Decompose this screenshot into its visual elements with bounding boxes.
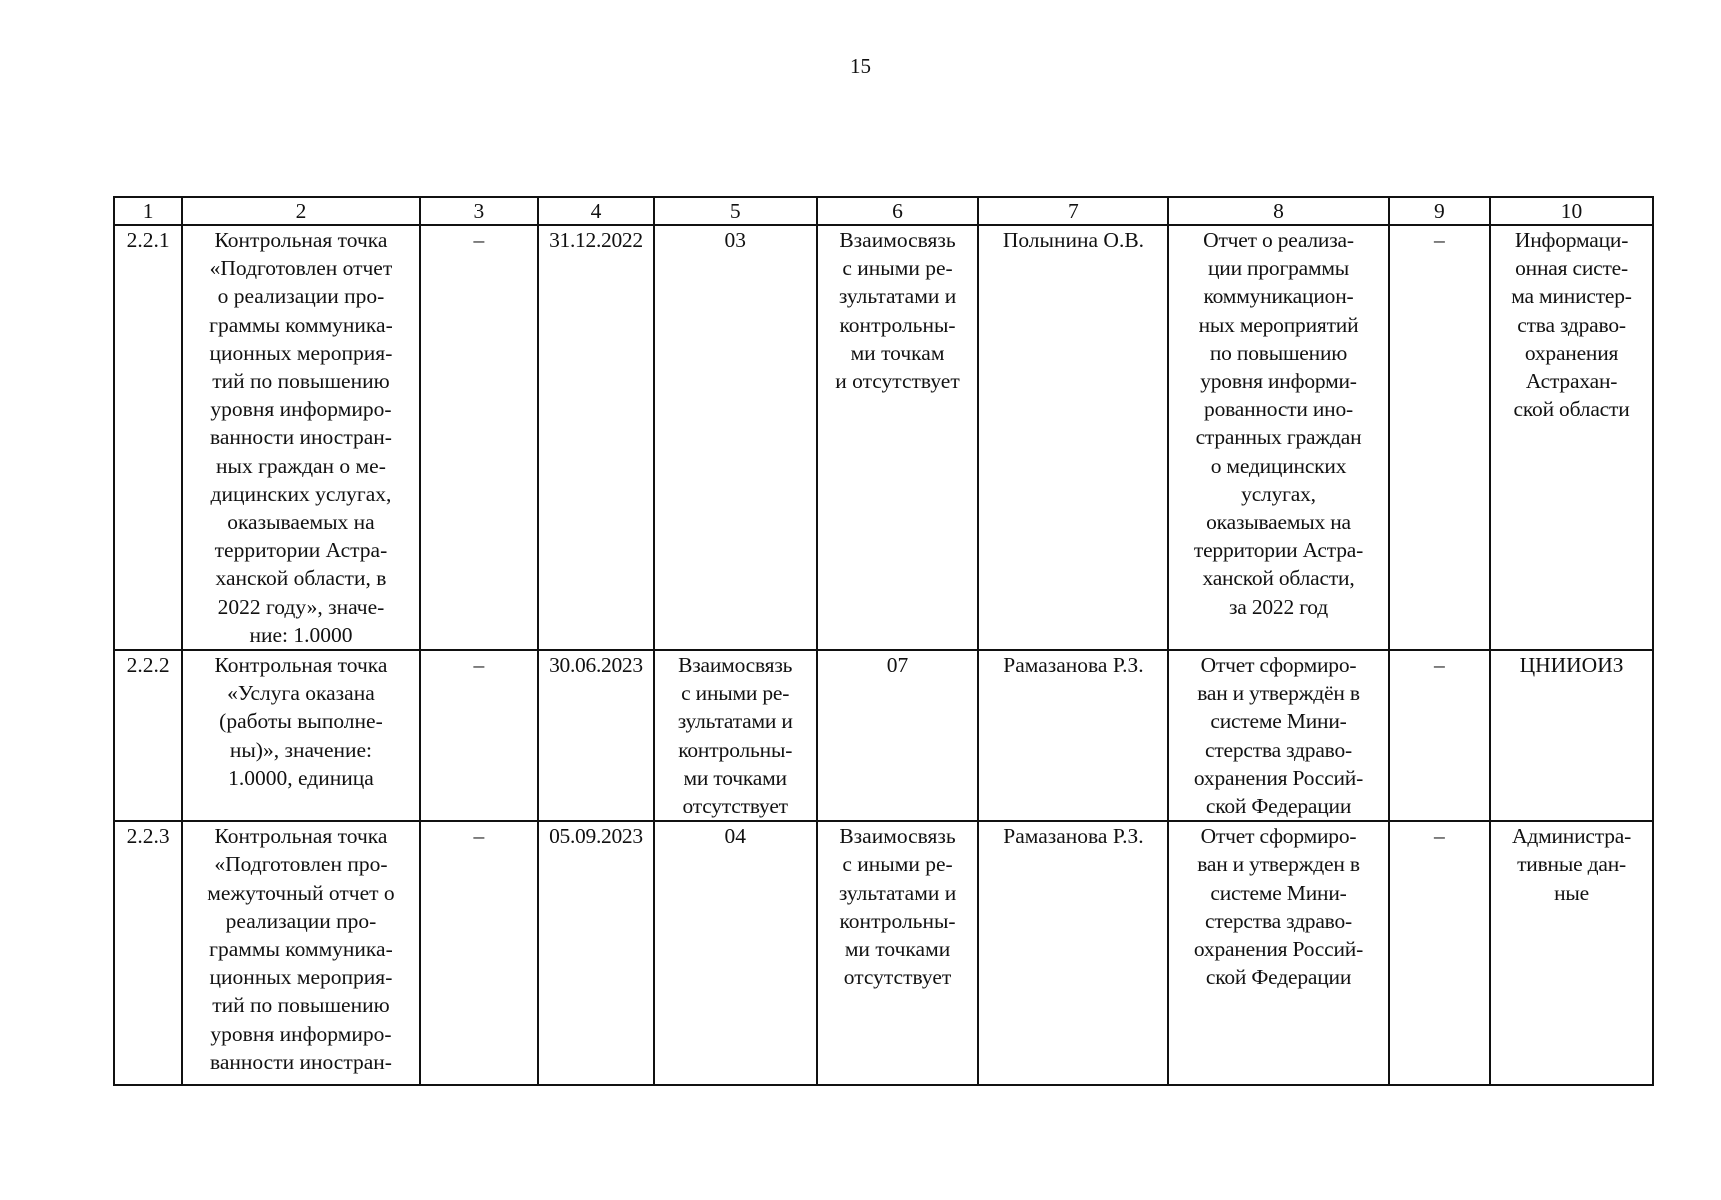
cell-col5: 04 bbox=[654, 821, 817, 1085]
header-row bbox=[114, 197, 1653, 225]
cell-col6: Взаимосвязь с иными ре- зультатами и контрольны- ми точками отсутствует bbox=[817, 821, 979, 1085]
table-row bbox=[114, 821, 1653, 1085]
cell-col9: – bbox=[1389, 650, 1491, 821]
column-header: 2 bbox=[182, 197, 419, 225]
column-header: 4 bbox=[538, 197, 654, 225]
cell-source: ЦНИИОИЗ bbox=[1490, 650, 1653, 821]
column-header: 9 bbox=[1389, 197, 1491, 225]
cell-date: 30.06.2023 bbox=[538, 650, 654, 821]
cell-number: 2.2.2 bbox=[114, 650, 182, 821]
cell-col6: 07 bbox=[817, 650, 979, 821]
cell-number: 2.2.3 bbox=[114, 821, 182, 1085]
cell-description: Контрольная точка «Подготовлен про- межуточный отчет о реализации про- граммы коммуника- ционных мероприя- тий по повышению уровня информиро- ванности иностран- bbox=[182, 821, 419, 1085]
cell-col3: – bbox=[420, 650, 539, 821]
cell-number: 2.2.1 bbox=[114, 225, 182, 650]
cell-source: Администра- тивные дан- ные bbox=[1490, 821, 1653, 1085]
cell-col5: 03 bbox=[654, 225, 817, 650]
cell-date: 31.12.2022 bbox=[538, 225, 654, 650]
cell-col5: Взаимосвязь с иными ре- зультатами и контрольны- ми точками отсутствует bbox=[654, 650, 817, 821]
column-header: 5 bbox=[654, 197, 817, 225]
table-row bbox=[114, 650, 1653, 821]
column-header: 7 bbox=[978, 197, 1168, 225]
column-header: 6 bbox=[817, 197, 979, 225]
cell-document: Отчет сформиро- ван и утвержден в системе Мини- стерства здраво- охранения Россий- ской Федерации bbox=[1168, 821, 1388, 1085]
cell-col9: – bbox=[1389, 821, 1491, 1085]
control-points-table bbox=[113, 196, 1654, 1086]
cell-responsible: Рамазанова Р.З. bbox=[978, 821, 1168, 1085]
page-number: 15 bbox=[850, 54, 871, 78]
cell-col9: – bbox=[1389, 225, 1491, 650]
cell-col6: Взаимосвязь с иными ре- зультатами и контрольны- ми точкам и отсутствует bbox=[817, 225, 979, 650]
cell-col3: – bbox=[420, 225, 539, 650]
column-header: 3 bbox=[420, 197, 539, 225]
cell-document: Отчет о реализа- ции программы коммуникацион- ных мероприятий по повышению уровня информи- рованности ино- странных граждан о медицинских услугах, оказываемых на территории Астра- ханской области, за 2022 год bbox=[1168, 225, 1388, 650]
cell-document: Отчет сформиро- ван и утверждён в системе Мини- стерства здраво- охранения Россий- ской Федерации bbox=[1168, 650, 1388, 821]
cell-description: Контрольная точка «Подготовлен отчет о реализации про- граммы коммуника- ционных мероприя- тий по повышению уровня информиро- ванности иностран- ных граждан о ме- дицинских услугах, оказываемых на территории Астра- ханской области, в 2022 году», значе- ние: 1.0000 bbox=[182, 225, 419, 650]
column-header: 8 bbox=[1168, 197, 1388, 225]
cell-responsible: Рамазанова Р.З. bbox=[978, 650, 1168, 821]
cell-date: 05.09.2023 bbox=[538, 821, 654, 1085]
cell-source: Информаци- онная систе- ма министер- ства здраво- охранения Астрахан- ской области bbox=[1490, 225, 1653, 650]
column-header: 10 bbox=[1490, 197, 1653, 225]
column-header: 1 bbox=[114, 197, 182, 225]
cell-description: Контрольная точка «Услуга оказана (работы выполне- ны)», значение: 1.0000, единица bbox=[182, 650, 419, 821]
table-row bbox=[114, 225, 1653, 650]
cell-responsible: Полынина О.В. bbox=[978, 225, 1168, 650]
cell-col3: – bbox=[420, 821, 539, 1085]
